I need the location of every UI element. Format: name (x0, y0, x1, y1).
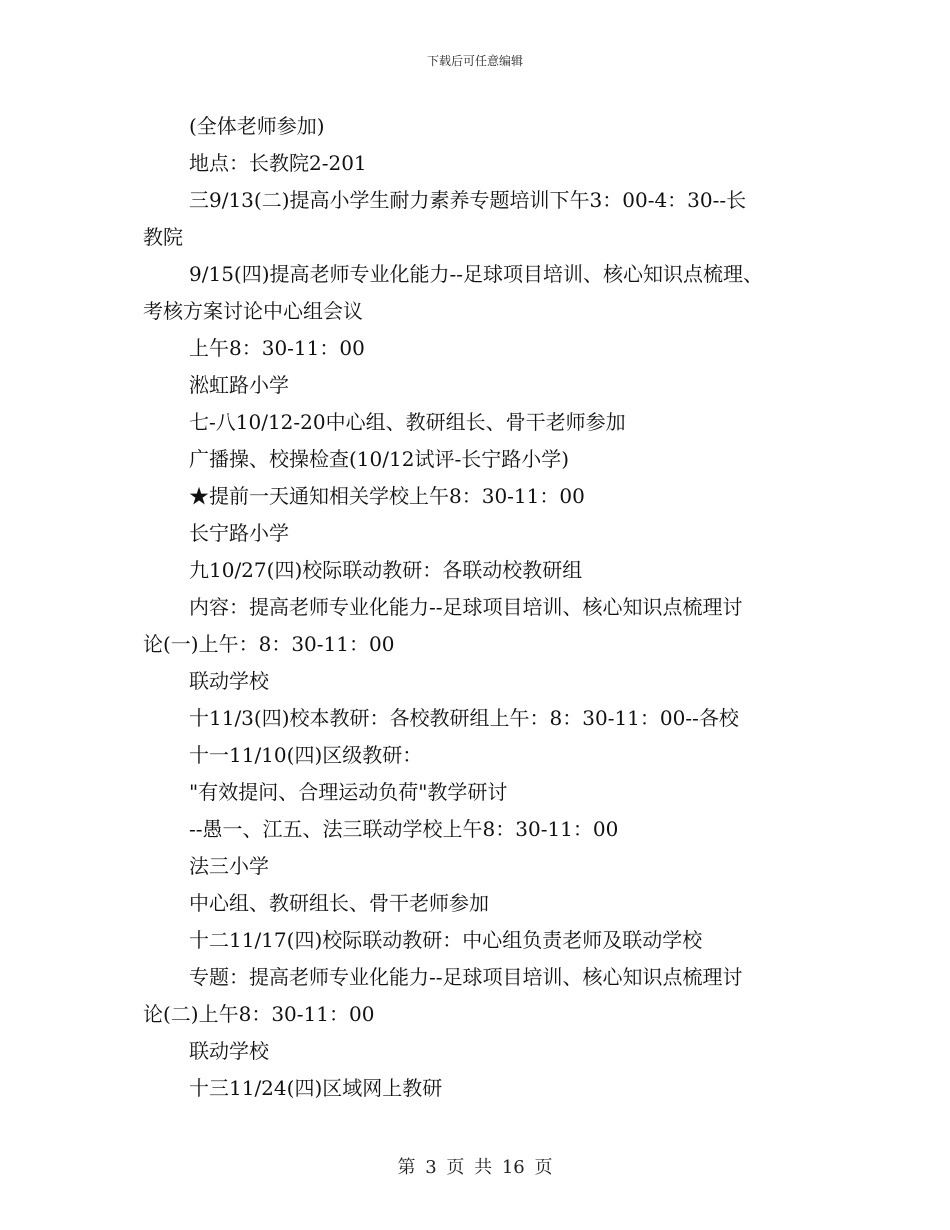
text-line: 七-八10/12-20中心组、教研组长、骨干老师参加 (189, 410, 626, 434)
text-line: 联动学校 (189, 1039, 269, 1063)
text-line: 地点：长教院2-201 (189, 151, 367, 175)
text-line: 三9/13(二)提高小学生耐力素养专题培训下午3：00-4：30--长 (189, 188, 747, 212)
text-line: 九10/27(四)校际联动教研：各联动校教研组 (189, 558, 583, 582)
text-line: 中心组、教研组长、骨干老师参加 (189, 891, 489, 915)
text-line: 广播操、校操检查(10/12试评-长宁路小学) (189, 447, 569, 471)
text-line: 考核方案讨论中心组会议 (143, 299, 363, 323)
text-line: 十一11/10(四)区级教研： (189, 743, 423, 767)
text-line: 专题：提高老师专业化能力--足球项目培训、核心知识点梳理讨 (189, 965, 743, 989)
text-line: "有效提问、合理运动负荷"教学研讨 (189, 780, 508, 804)
text-line: (全体老师参加) (189, 114, 325, 138)
text-line: --愚一、江五、法三联动学校上午8：30-11：00 (189, 817, 619, 841)
text-line: ★提前一天通知相关学校上午8：30-11：00 (189, 484, 585, 508)
page-footer: 第 3 页 共 16 页 (397, 1157, 553, 1178)
text-line: 十二11/17(四)校际联动教研：中心组负责老师及联动学校 (189, 928, 703, 952)
text-line: 联动学校 (189, 669, 269, 693)
text-line: 教院 (143, 225, 183, 249)
text-line: 上午8：30-11：00 (189, 336, 365, 360)
text-line: 论(一)上午：8：30-11：00 (143, 632, 395, 656)
text-line: 淞虹路小学 (189, 373, 289, 397)
document-body (143, 108, 813, 1107)
text-line: 9/15(四)提高老师专业化能力--足球项目培训、核心知识点梳理、 (189, 262, 764, 286)
text-line: 内容：提高老师专业化能力--足球项目培训、核心知识点梳理讨 (189, 595, 743, 619)
text-line: 论(二)上午8：30-11：00 (143, 1002, 375, 1026)
text-line: 十11/3(四)校本教研：各校教研组上午：8：30-11：00--各校 (189, 706, 739, 730)
text-line: 法三小学 (189, 854, 269, 878)
page-header: 下载后可任意编辑 (426, 54, 523, 68)
text-line: 十三11/24(四)区域网上教研 (189, 1076, 443, 1100)
text-line: 长宁路小学 (189, 521, 289, 545)
